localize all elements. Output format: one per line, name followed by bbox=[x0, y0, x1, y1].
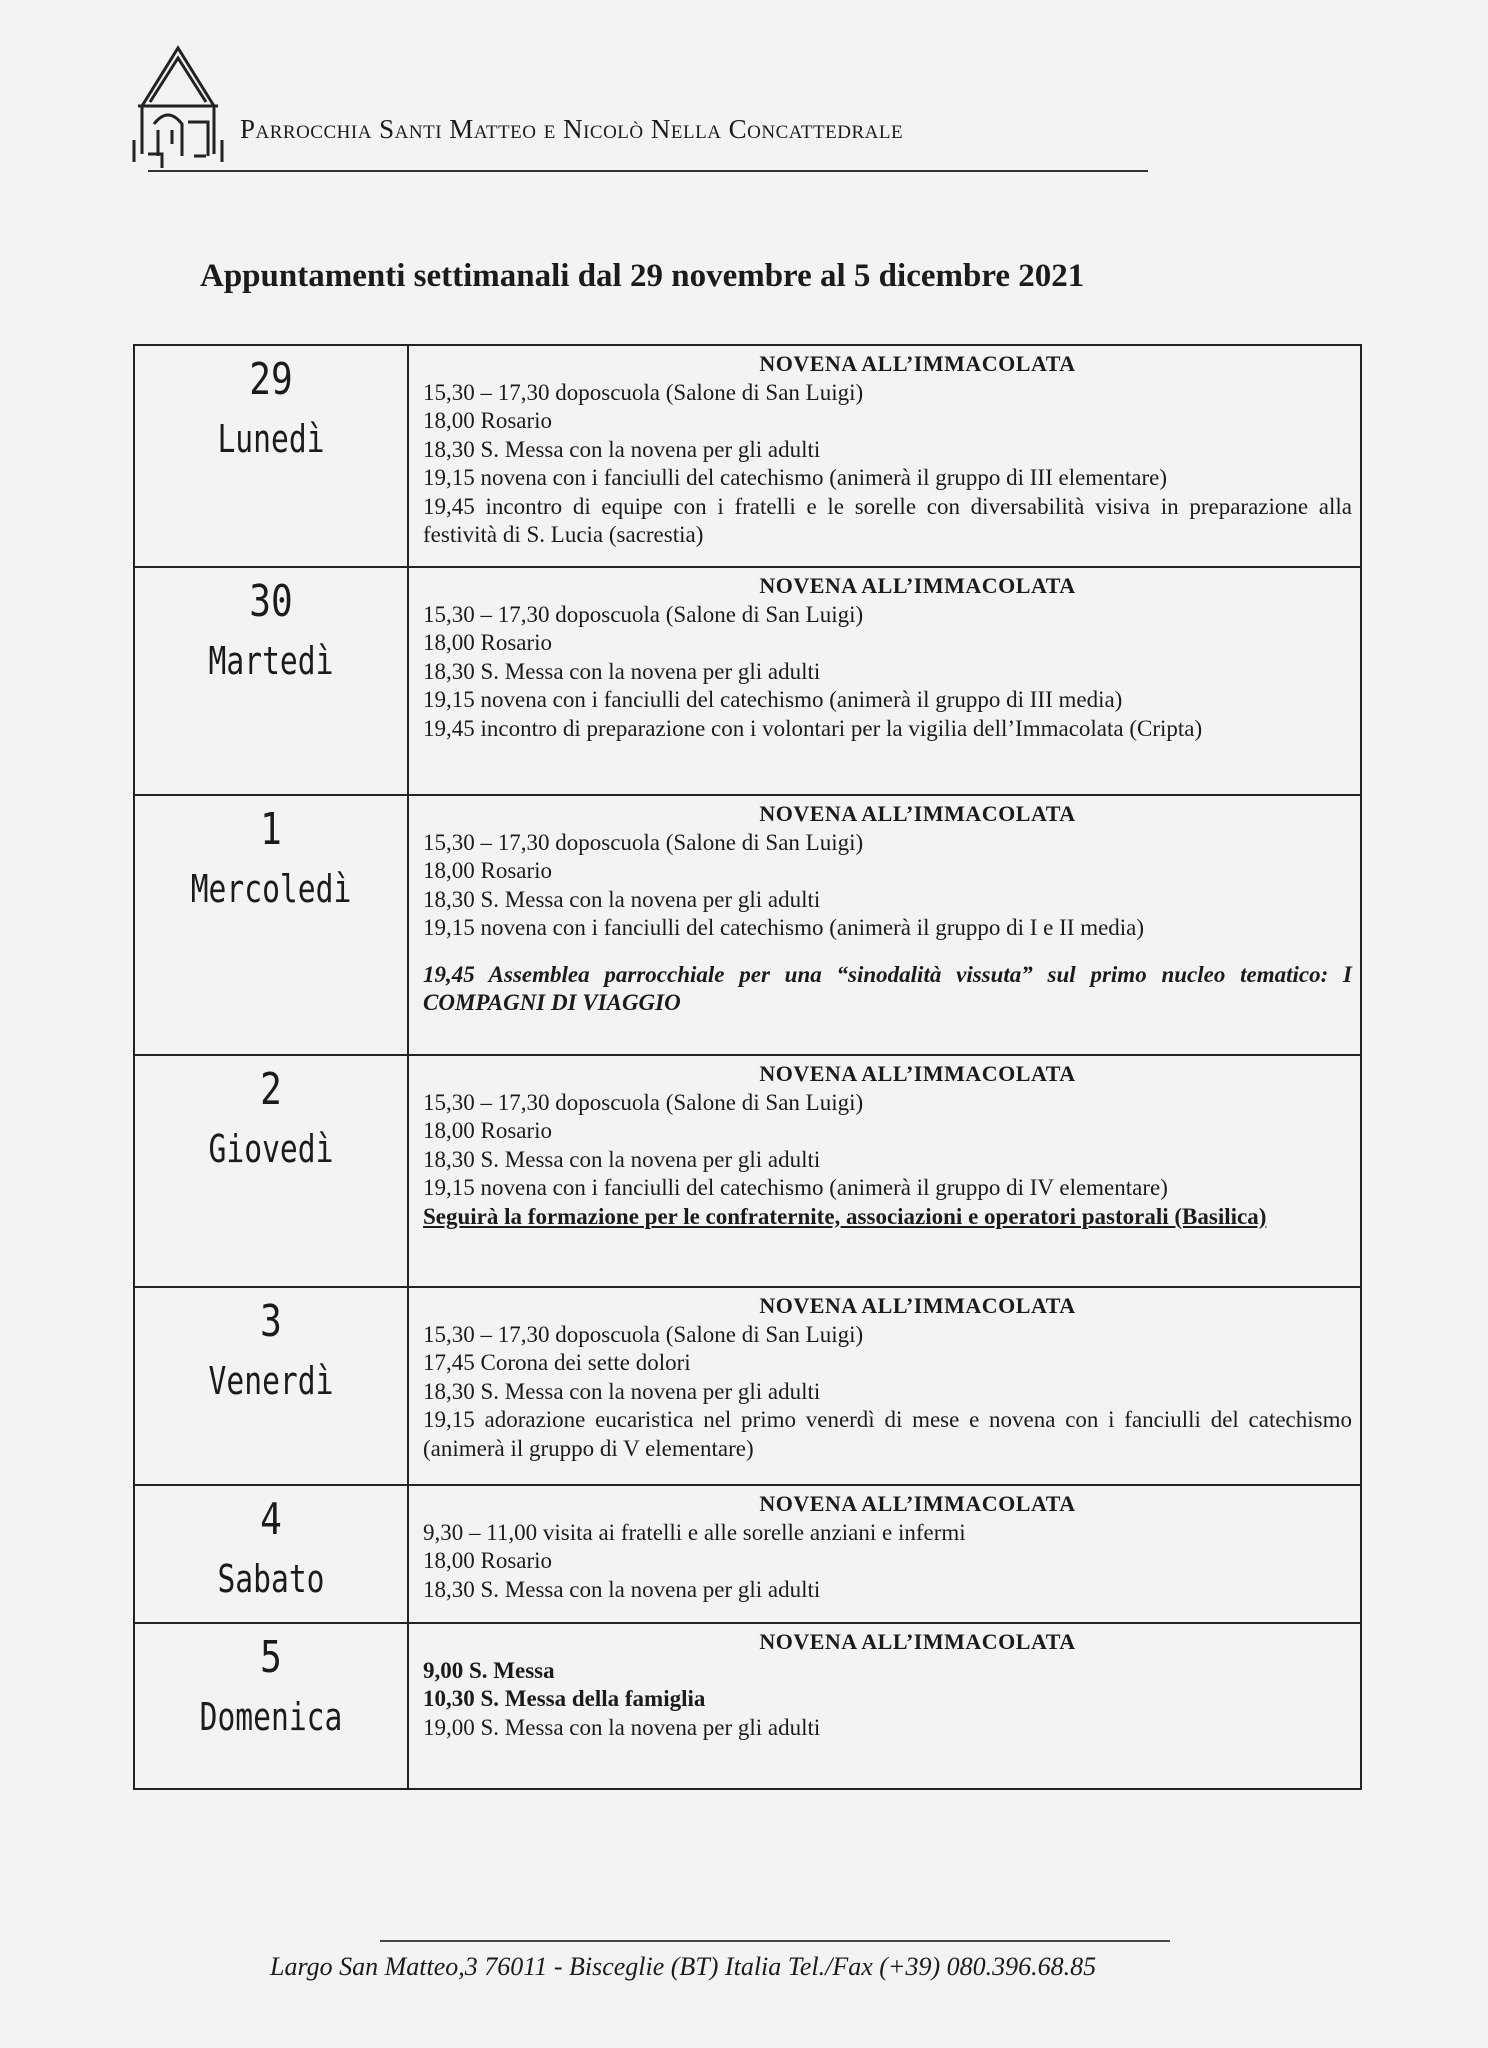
event-item: 15,30 – 17,30 doposcuola (Salone di San Luigi) bbox=[423, 1089, 864, 1115]
event-item: 9,30 – 11,00 visita ai fratelli e alle sorelle anziani e infermi bbox=[423, 1519, 966, 1545]
day-name: Mercoledì bbox=[190, 867, 352, 911]
events-cell bbox=[409, 1624, 1360, 1788]
event-item: 15,30 – 17,30 doposcuola (Salone di San Luigi) bbox=[423, 829, 864, 855]
event-item: 9,00 S. Messa bbox=[423, 1657, 555, 1683]
schedule-row-giovedi bbox=[135, 1056, 1360, 1288]
event-item: 15,30 – 17,30 doposcuola (Salone di San Luigi) bbox=[423, 1321, 864, 1347]
schedule-row-lunedi bbox=[135, 346, 1360, 568]
event-item: 19,15 adorazione eucaristica nel primo venerdì di mese e novena con i fanciulli del catechismo (animerà il gruppo di V elementare) bbox=[423, 1407, 1352, 1461]
day-cell bbox=[135, 796, 409, 1054]
novena-heading: NOVENA ALL’IMMACOLATA bbox=[759, 573, 1076, 598]
event-item: 19,45 incontro di preparazione con i volontari per la vigilia dell’Immacolata (Cripta) bbox=[423, 715, 1203, 741]
church-logo-icon bbox=[128, 44, 228, 174]
events-cell bbox=[409, 1056, 1360, 1286]
day-number: 4 bbox=[260, 1494, 282, 1545]
day-cell bbox=[135, 1624, 409, 1788]
events-cell bbox=[409, 568, 1360, 794]
assembly-event: 19,45 Assemblea parrocchiale per una “sinodalità vissuta” sul primo nucleo tematico: I COMPAGNI DI VIAGGIO bbox=[423, 961, 1352, 1015]
day-name: Lunedì bbox=[217, 417, 325, 461]
event-item: 19,15 novena con i fanciulli del catechismo (animerà il gruppo di III media) bbox=[423, 687, 1123, 712]
event-item: 18,30 S. Messa con la novena per gli adulti bbox=[423, 436, 821, 462]
event-item: 17,45 Corona dei sette dolori bbox=[423, 1350, 691, 1375]
header-divider bbox=[148, 170, 1148, 172]
parish-name: Parrocchia Santi Matteo e Nicolò Nella Concattedrale bbox=[240, 114, 904, 144]
events-cell bbox=[409, 796, 1360, 1054]
schedule-row-domenica bbox=[135, 1624, 1360, 1788]
event-item: 19,15 novena con i fanciulli del catechismo (animerà il gruppo di I e II media) bbox=[423, 915, 1145, 940]
novena-heading: NOVENA ALL’IMMACOLATA bbox=[759, 351, 1076, 376]
day-number: 5 bbox=[260, 1632, 282, 1683]
event-item: 18,30 S. Messa con la novena per gli adulti bbox=[423, 1378, 821, 1404]
event-item: 19,00 S. Messa con la novena per gli adulti bbox=[423, 1714, 821, 1740]
event-item: 18,30 S. Messa con la novena per gli adulti bbox=[423, 658, 821, 684]
event-item: 19,15 novena con i fanciulli del catechismo (animerà il gruppo di IV elementare) bbox=[423, 1175, 1168, 1200]
events-cell bbox=[409, 1288, 1360, 1484]
event-item: 18,30 S. Messa con la novena per gli adulti bbox=[423, 1576, 821, 1602]
day-cell bbox=[135, 1486, 409, 1622]
event-item: 18,00 Rosario bbox=[423, 858, 553, 883]
event-item: 18,30 S. Messa con la novena per gli adulti bbox=[423, 1146, 821, 1172]
footer-divider bbox=[380, 1940, 1170, 1942]
events-cell bbox=[409, 1486, 1360, 1622]
day-name: Domenica bbox=[199, 1695, 343, 1739]
schedule-row-martedi bbox=[135, 568, 1360, 796]
event-item: 18,00 Rosario bbox=[423, 408, 553, 433]
day-cell bbox=[135, 1056, 409, 1286]
day-name: Giovedì bbox=[208, 1127, 334, 1171]
day-number: 1 bbox=[260, 804, 282, 855]
event-item: 18,00 Rosario bbox=[423, 1118, 553, 1143]
letterhead bbox=[128, 44, 1158, 184]
formation-event: Seguirà la formazione per le confraternite, associazioni e operatori pastorali (Basilica) bbox=[423, 1203, 1267, 1229]
events-cell bbox=[409, 346, 1360, 566]
day-number: 3 bbox=[260, 1296, 282, 1347]
day-number: 30 bbox=[249, 576, 293, 627]
schedule-row-venerdi bbox=[135, 1288, 1360, 1486]
event-item: 18,00 Rosario bbox=[423, 630, 553, 655]
weekly-schedule-table bbox=[133, 344, 1362, 1790]
page-title: Appuntamenti settimanali dal 29 novembre al 5 dicembre 2021 bbox=[200, 258, 1085, 294]
event-item: 18,30 S. Messa con la novena per gli adulti bbox=[423, 886, 821, 912]
event-item: 19,45 incontro di equipe con i fratelli e le sorelle con diversabilità visiva in preparazione alla festività di S. Lucia (sacrestia) bbox=[423, 493, 1352, 547]
schedule-row-mercoledi bbox=[135, 796, 1360, 1056]
day-name: Martedì bbox=[208, 639, 334, 683]
novena-heading: NOVENA ALL’IMMACOLATA bbox=[759, 1293, 1076, 1318]
schedule-row-sabato bbox=[135, 1486, 1360, 1624]
footer-address: Largo San Matteo,3 76011 - Bisceglie (BT) Italia Tel./Fax (+39) 080.396.68.85 bbox=[270, 1952, 1097, 1981]
day-number: 29 bbox=[249, 354, 293, 405]
novena-heading: NOVENA ALL’IMMACOLATA bbox=[759, 1061, 1076, 1086]
day-cell bbox=[135, 1288, 409, 1484]
event-item: 15,30 – 17,30 doposcuola (Salone di San Luigi) bbox=[423, 379, 864, 405]
novena-heading: NOVENA ALL’IMMACOLATA bbox=[759, 1491, 1076, 1516]
day-name: Venerdì bbox=[208, 1359, 334, 1403]
event-item: 19,15 novena con i fanciulli del catechismo (animerà il gruppo di III elementare) bbox=[423, 465, 1168, 490]
day-cell bbox=[135, 346, 409, 566]
novena-heading: NOVENA ALL’IMMACOLATA bbox=[759, 1629, 1076, 1654]
day-cell bbox=[135, 568, 409, 794]
event-item: 18,00 Rosario bbox=[423, 1548, 553, 1573]
event-item: 15,30 – 17,30 doposcuola (Salone di San Luigi) bbox=[423, 601, 864, 627]
novena-heading: NOVENA ALL’IMMACOLATA bbox=[759, 801, 1076, 826]
event-item: 10,30 S. Messa della famiglia bbox=[423, 1686, 706, 1711]
day-name: Sabato bbox=[217, 1557, 325, 1601]
day-number: 2 bbox=[260, 1064, 282, 1115]
